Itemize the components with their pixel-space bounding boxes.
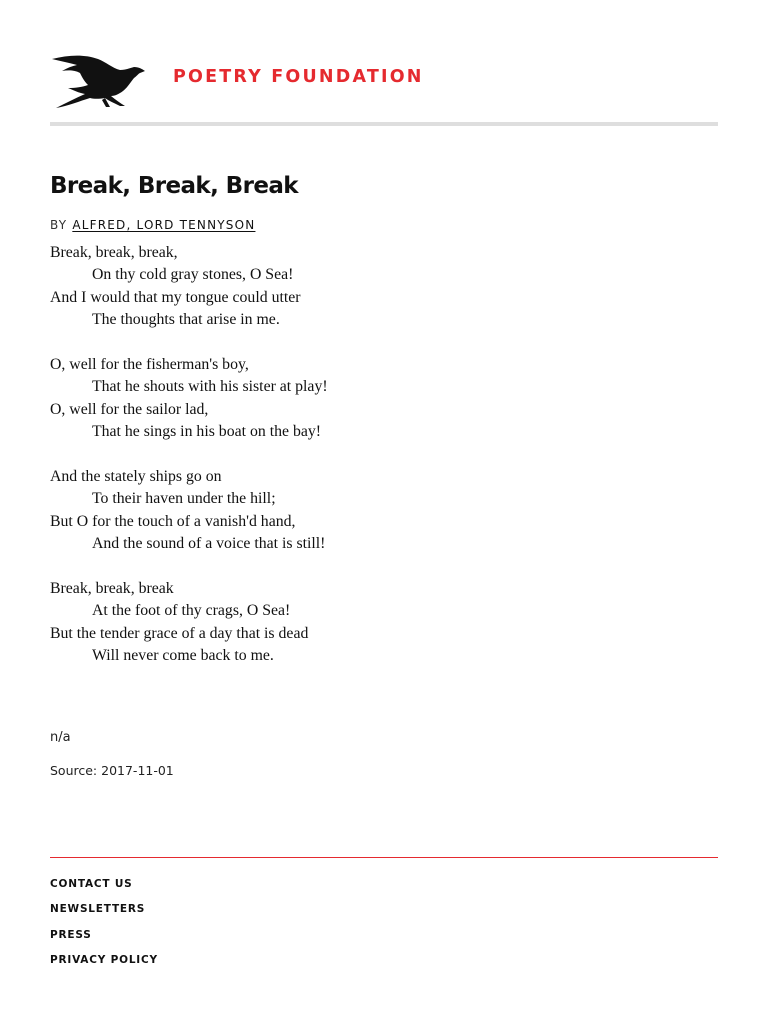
poem-line: And the stately ships go on [50,467,222,485]
poem-line: That he sings in his boat on the bay! [92,423,322,441]
poem-source: Source: 2017-11-01 [50,763,174,778]
footer-link-press[interactable]: PRESS [50,928,92,941]
byline [50,218,255,232]
by-label: BY [50,218,68,232]
poem-line: The thoughts that arise in me. [92,311,280,329]
bird-logo-icon[interactable] [50,50,148,110]
poem-note: n/a [50,730,71,745]
poem-title: Break, Break, Break [50,173,298,199]
poem-line: And the sound of a voice that is still! [92,535,326,553]
footer-link-privacy-policy[interactable]: PRIVACY POLICY [50,953,158,966]
poem-line: Break, break, break, [50,244,178,261]
stanza-break [50,444,710,466]
poem-line: O, well for the sailor lad, [50,400,209,418]
poem-line: But the tender grace of a day that is dead [50,624,309,642]
poem-line: At the foot of thy crags, O Sea! [92,602,291,620]
poem-line: Will never come back to me. [92,647,274,665]
poem-line: To their haven under the hill; [92,490,276,508]
header-divider [50,122,718,126]
poem-line: That he shouts with his sister at play! [92,378,328,396]
poem-line: O, well for the fisherman's boy, [50,355,249,373]
stanza-break [50,332,710,354]
poem-body [50,242,710,667]
footer-link-contact-us[interactable]: CONTACT US [50,878,133,890]
poem-line: And I would that my tongue could utter [50,288,301,306]
footer-link-newsletters[interactable]: NEWSLETTERS [50,903,146,916]
author-link[interactable]: ALFRED, LORD TENNYSON [72,218,256,232]
brand-link[interactable]: POETRY FOUNDATION [173,67,424,87]
footer-divider [50,857,718,858]
stanza-break [50,555,710,577]
poem-line: Break, break, break [50,579,174,597]
footer-nav [50,878,158,979]
poem-line: On thy cold gray stones, O Sea! [92,266,294,284]
poem-line: But O for the touch of a vanish'd hand, [50,512,296,530]
